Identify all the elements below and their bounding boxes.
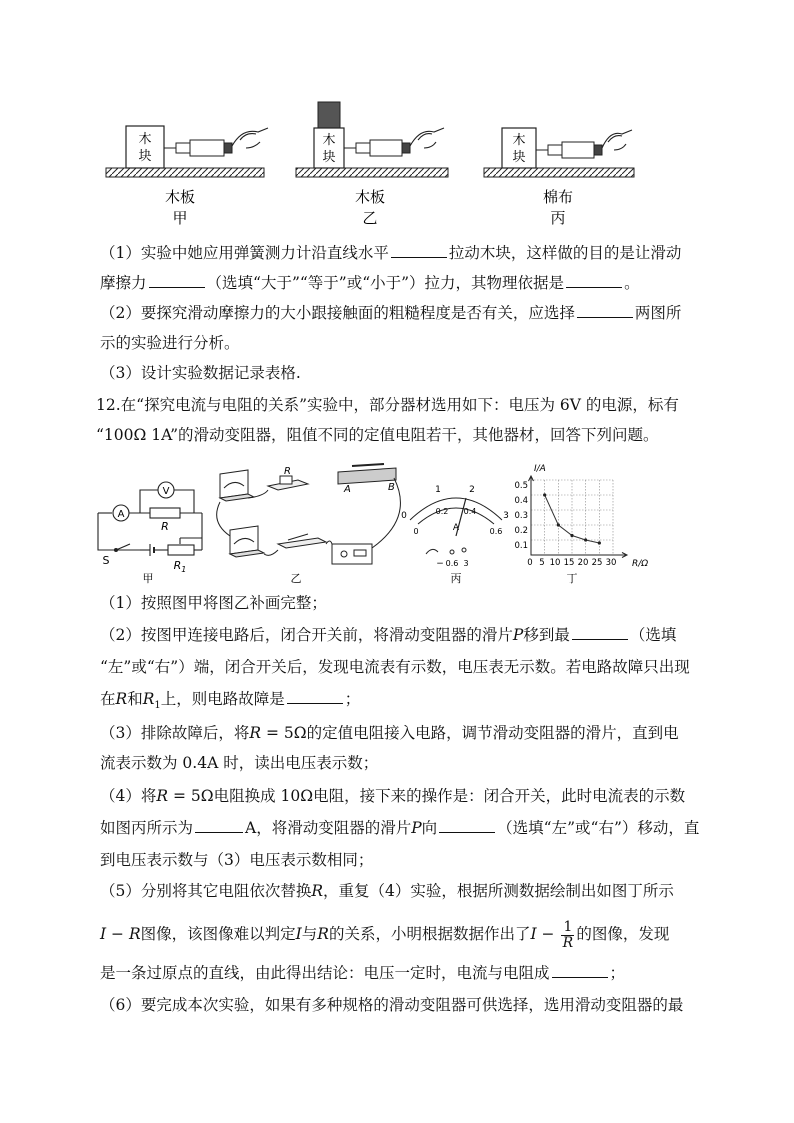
block-label-top: 木	[512, 133, 526, 148]
block-label-bottom: 块	[138, 149, 152, 164]
p4-line1: （4）将R = 5Ω电阻换成 10Ω电阻，接下来的操作是：闭合开关，此时电流表的示数	[100, 787, 686, 805]
hand-icon	[602, 130, 632, 150]
ytick-03: 0.3	[514, 511, 528, 521]
block-label-top: 木	[322, 133, 336, 148]
p3-line1: （3）排除故障后，将R = 5Ω的定值电阻接入电路，调节滑动变阻器的滑片，直到电	[100, 724, 679, 742]
panel-yi	[296, 102, 448, 227]
chart-xlabel: R/Ω	[632, 559, 649, 569]
answer-blank[interactable]	[287, 689, 343, 704]
tag-jia: 甲	[172, 209, 188, 227]
weight-block	[318, 102, 340, 128]
xtick-10: 10	[549, 558, 561, 568]
terminal-b-label: B	[388, 482, 395, 493]
block-label-bottom: 块	[512, 150, 526, 165]
apparatus-resistor-label: R	[284, 466, 291, 477]
hand-icon	[410, 128, 444, 148]
spring-scale	[356, 140, 410, 156]
q3-line: （3）设计实验数据记录表格.	[100, 364, 301, 382]
p1-line: （1）按照图甲将图乙补画完整；	[100, 594, 327, 612]
terminal-06: 0.6	[445, 559, 459, 568]
data-point	[543, 493, 546, 496]
meter-device	[220, 470, 248, 498]
panel-ding-chart	[529, 476, 628, 558]
ytick-05: 0.5	[514, 481, 528, 491]
outer-scale-1: 1	[435, 485, 441, 495]
tag-ding-chart: 丁	[566, 572, 578, 585]
xtick-25: 25	[591, 558, 603, 568]
friction-figure	[100, 96, 660, 236]
answer-blank[interactable]	[577, 303, 633, 318]
p3-line2: 流表示数为 0.4A 时，读出电压表示数；	[100, 754, 379, 772]
p5-line2: I − R图像，该图像难以判定I与R的关系，小明根据数据作出了I − $\frac{1}{R}$ 的图像，发现	[100, 918, 670, 951]
q1-line1: （1）实验中她应用弹簧测力计沿直线水平 拉动木块，这样做的目的是让滑动	[100, 244, 682, 262]
data-point	[557, 523, 560, 526]
panel-jia-circuit	[98, 482, 202, 556]
p5-line3: 是一条过原点的直线，由此得出结论：电压一定时，电流与电阻成 ；	[100, 964, 626, 982]
xtick-0: 0	[527, 558, 533, 568]
p2-line2: “左”或“右”）端，闭合开关后，发现电流表有示数，电压表无示数。若电路故障只出现	[100, 658, 690, 676]
tag-bing-dial: 丙	[450, 572, 462, 585]
p4-line2: 如图丙所示为 A，将滑动变阻器的滑片P向 （选填“左”或“右”）移动，直	[100, 819, 700, 837]
answer-blank[interactable]	[566, 273, 622, 288]
chart-axes	[529, 476, 628, 558]
ytick-02: 0.2	[514, 526, 528, 536]
q12-intro-1: 12.在“探究电流与电阻的关系”实验中，部分器材选用如下：电压为 6V 的电源，标有	[96, 396, 679, 414]
p6-line1: （6）要完成本次实验，如果有多种规格的滑动变阻器可供选择，选用滑动变阻器的最	[100, 996, 684, 1014]
panel-jia	[106, 126, 268, 227]
xtick-20: 20	[577, 558, 589, 568]
surface-label-bing: 棉布	[542, 188, 574, 206]
block-label-bottom: 块	[322, 150, 336, 165]
data-point	[570, 534, 573, 537]
circuit-figure	[94, 458, 664, 588]
p5-line1: （5）分别将其它电阻依次替换R，重复（4）实验，根据所测数据绘制出如图丁所示	[100, 882, 674, 900]
tag-yi: 乙	[362, 209, 378, 227]
switch-device	[278, 538, 326, 548]
panel-bing	[484, 128, 634, 227]
tag-jia-circuit: 甲	[142, 572, 154, 585]
outer-scale-3: 3	[503, 511, 509, 521]
answer-blank[interactable]	[149, 273, 205, 288]
xtick-5: 5	[539, 558, 545, 568]
surface-label-yi: 木板	[354, 188, 386, 206]
p4-line3: 到电压表示数与（3）电压表示数相同；	[100, 851, 374, 869]
rheostat-label: $R_1$	[173, 559, 187, 574]
data-point	[584, 538, 587, 541]
chart-ylabel: I/A	[534, 464, 546, 474]
tag-bing: 丙	[550, 209, 566, 227]
q2-line1: （2）要探究滑动摩擦力的大小跟接触面的粗糙程度是否有关，应选择 两图所	[100, 304, 682, 322]
voltmeter-label: V	[162, 486, 170, 497]
ammeter-label: A	[117, 509, 125, 520]
q2-line2: 示的实验进行分析。	[100, 334, 240, 352]
answer-blank[interactable]	[439, 818, 495, 833]
answer-blank[interactable]	[572, 625, 628, 640]
panel-yi-apparatus	[217, 464, 401, 564]
xtick-30: 30	[605, 558, 617, 568]
axis-lines	[531, 476, 627, 555]
dial-unit: A	[452, 523, 460, 533]
inner-scale-0: 0	[413, 527, 419, 536]
p2-line3: 在R和$R_1$上，则电路故障是 ；	[100, 690, 361, 712]
fraction-1-over-R: $\frac{1}{R}$	[562, 918, 574, 951]
answer-blank[interactable]	[195, 818, 243, 833]
surface-label-jia: 木板	[164, 188, 196, 206]
inner-scale-2: 0.4	[463, 507, 477, 516]
p2-line1: （2）按图甲连接电路后，闭合开关前，将滑动变阻器的滑片P移到最 （选填	[100, 626, 677, 644]
answer-blank[interactable]	[391, 243, 447, 258]
resistor-symbol	[150, 508, 180, 518]
terminal-3: 3	[463, 559, 469, 568]
rheostat-symbol	[168, 545, 194, 555]
outer-scale-2: 2	[469, 485, 475, 495]
tag-yi-apparatus: 乙	[290, 572, 302, 585]
ytick-04: 0.4	[514, 496, 528, 506]
xtick-15: 15	[563, 558, 575, 568]
meter-device-2	[230, 526, 258, 554]
terminal-minus: −	[436, 559, 444, 569]
outer-scale-0: 0	[401, 511, 407, 521]
data-point	[598, 541, 601, 544]
spring-scale	[548, 142, 602, 158]
terminal-a-label: A	[344, 484, 351, 495]
switch-label: S	[102, 554, 110, 567]
answer-blank[interactable]	[552, 963, 608, 978]
block-label-top: 木	[138, 132, 152, 147]
spring-scale	[176, 140, 232, 156]
ytick-01: 0.1	[514, 541, 528, 551]
q12-intro-2: “100Ω 1A”的滑动变阻器，阻值不同的定值电阻若干，其他器材，回答下列问题。	[96, 426, 659, 444]
q1-line2: 摩擦力 （选填“大于”“等于”或“小于”）拉力，其物理依据是 。	[100, 274, 640, 292]
hand-icon	[232, 128, 268, 148]
resistor-label: R	[161, 520, 169, 533]
inner-scale-3: 0.6	[489, 527, 503, 536]
inner-scale-1: 0.2	[435, 507, 449, 516]
